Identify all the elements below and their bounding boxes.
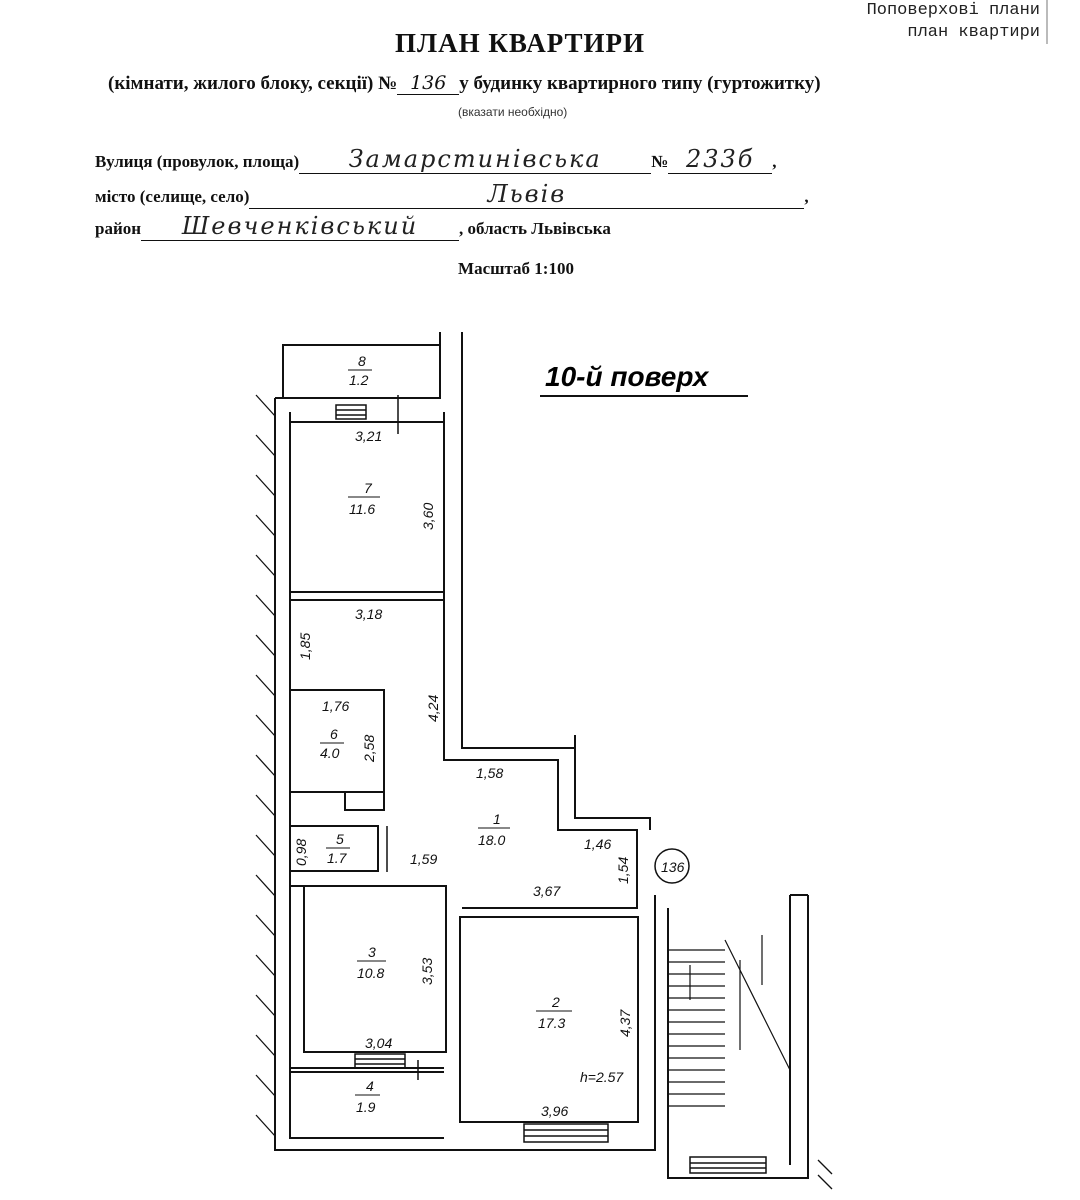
- district-value: Шевченківський: [141, 212, 459, 241]
- dim-label: 4,24: [425, 694, 441, 722]
- hint-text: (вказати необхідно): [458, 105, 568, 119]
- dim-label: 3,96: [541, 1103, 569, 1119]
- document-title: ПЛАН КВАРТИРИ: [394, 28, 646, 58]
- dim-label: 3,04: [365, 1035, 393, 1051]
- street-label: Вулиця (провулок, площа): [95, 152, 300, 171]
- room-1-area: 18.0: [478, 832, 506, 848]
- room-7-area: 11.6: [349, 501, 376, 517]
- room-6-area: 4.0: [320, 745, 340, 761]
- room-2-number: 2: [552, 994, 560, 1010]
- house-number-value: 233б: [668, 145, 772, 174]
- dim-label: 1,54: [615, 856, 631, 884]
- room-6-number: 6: [330, 726, 338, 742]
- room-4-number: 4: [366, 1078, 374, 1094]
- dim-label: 1,58: [476, 765, 504, 781]
- room-3-area: 10.8: [357, 965, 385, 981]
- dim-label: 1,85: [297, 632, 313, 660]
- city-row: місто (селище, село) Львів ,: [95, 180, 809, 208]
- street-row: Вулиця (провулок, площа) Замарстинівська № 233б ,: [95, 145, 777, 173]
- number-label: №: [651, 152, 669, 171]
- dim-label: 3,53: [419, 957, 435, 985]
- room-2-area: 17.3: [538, 1015, 566, 1031]
- city-label: місто (селище, село): [95, 187, 250, 206]
- room-1-number: 1: [493, 811, 501, 827]
- district-label: район: [95, 219, 142, 238]
- subtitle-suffix: у будинку квартирного типу (гуртожитку): [459, 73, 821, 94]
- dim-label: 1,76: [322, 698, 350, 714]
- room-5-area: 1.7: [327, 850, 347, 866]
- region-text: , область Львівська: [459, 219, 611, 238]
- stair-treads: [668, 935, 790, 1106]
- dim-label: 1,46: [584, 836, 612, 852]
- room-7-number: 7: [364, 480, 372, 496]
- dim-label: 1,59: [410, 851, 438, 867]
- room-4-area: 1.9: [356, 1099, 376, 1115]
- street-value: Замарстинівська: [299, 145, 651, 174]
- subtitle-prefix: (кімнати, жилого блоку, секції) №: [108, 73, 398, 94]
- corner-note-line2: план квартири: [907, 23, 1040, 42]
- apartment-number-field: 136: [397, 72, 459, 95]
- dim-label: 0,98: [293, 838, 309, 866]
- room-8-area: 1.2: [349, 372, 369, 388]
- plan-walls: [275, 332, 808, 1178]
- height-note: h=2.57: [580, 1069, 624, 1085]
- room-8-number: 8: [358, 353, 366, 369]
- dim-label: 3,21: [355, 428, 383, 444]
- scale-label: Масштаб 1:100: [458, 259, 574, 278]
- dim-label: 2,58: [361, 734, 377, 762]
- dim-label: 3,67: [533, 883, 561, 899]
- room-3-number: 3: [368, 944, 376, 960]
- plan-openings: [336, 395, 766, 1173]
- room-5-number: 5: [336, 831, 344, 847]
- apartment-mark: 136: [661, 859, 685, 875]
- city-value: Львів: [249, 180, 804, 209]
- corner-note-line1: Поповерхові плани: [866, 1, 1040, 20]
- dim-label: 4,37: [617, 1009, 633, 1037]
- floor-label: 10-й поверх: [545, 361, 709, 392]
- dim-label: 3,18: [355, 606, 383, 622]
- dim-label: 3,60: [420, 502, 436, 530]
